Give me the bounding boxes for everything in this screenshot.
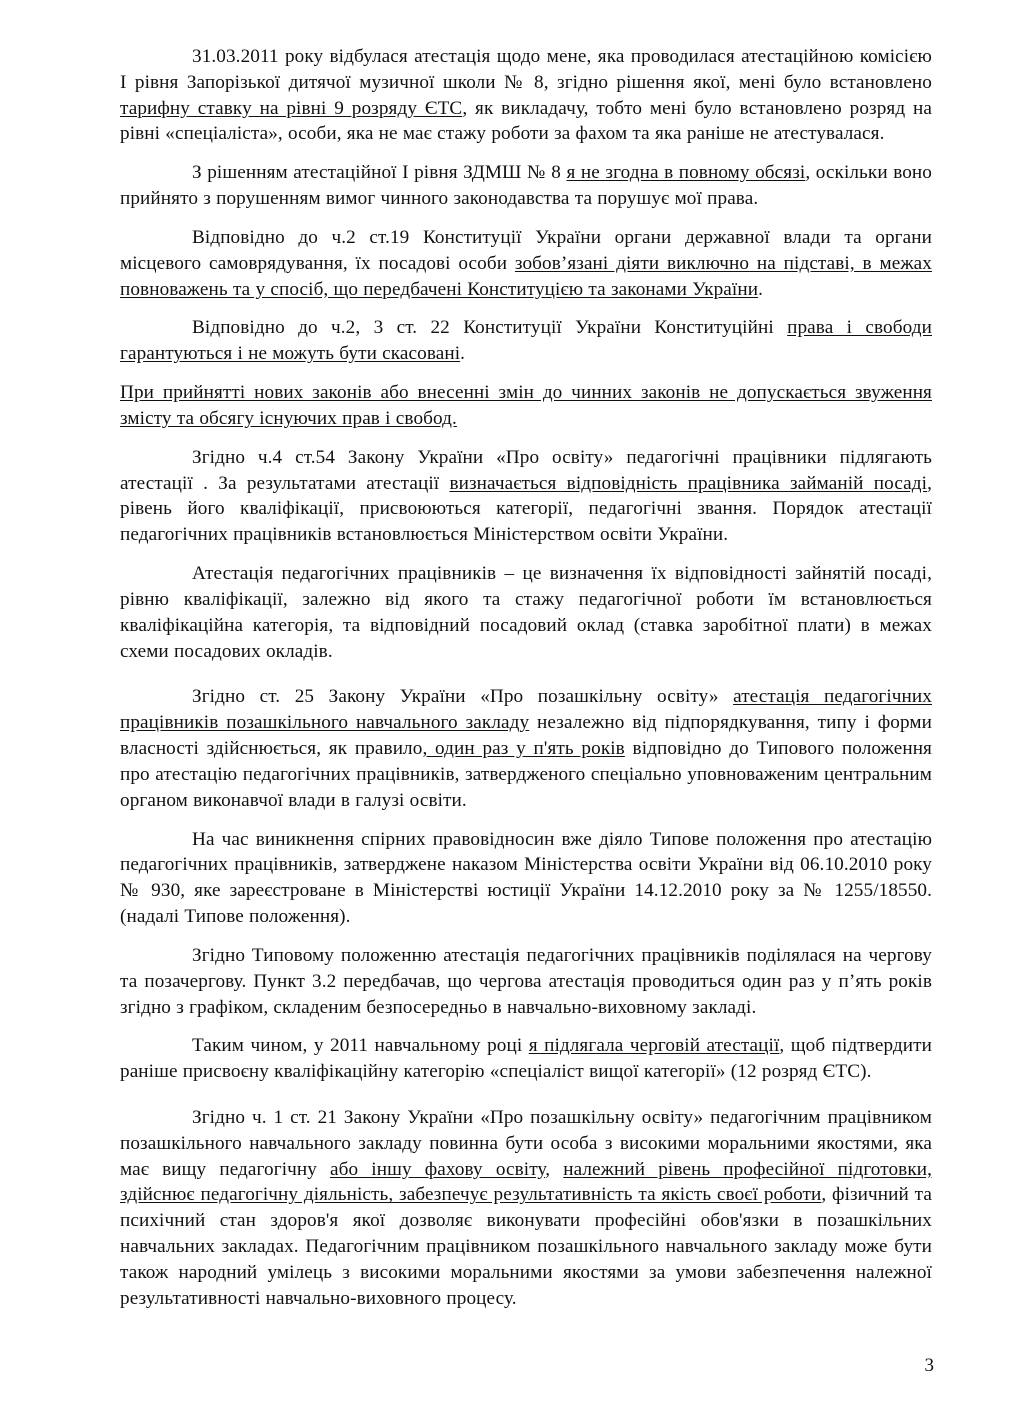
paragraph — [120, 1033, 932, 1085]
plain-text: відповідно до Типового положення про атестацію педагогічних працівників, затвердженого спеціально уповноваженим центральним органом виконавчої влади в галузі освіти. — [120, 738, 932, 811]
document-body — [120, 44, 932, 1312]
plain-text: З рішенням атестаційної І рівня ЗДМШ № 8 — [192, 162, 567, 184]
plain-text: Згідно ст. 25 Закону України «Про позашкільну освіту» — [192, 686, 734, 708]
plain-text: Згідно Типовому положенню атестація педагогічних працівників поділялася на чергову та позачергову. Пункт 3.2 передбачав, що чергова атестація проводиться один раз у п’ять років згідно з графіком, складеним безпосередньо в навчально-виховному закладі. — [120, 944, 932, 1018]
underlined-text: , один раз у п'ять років — [422, 738, 625, 760]
paragraph — [120, 225, 932, 302]
underlined-text: зобов’язані діяти виключно на підставі, в межах повноважень та у спосіб, що передбачені Конституцією та законами України — [120, 252, 932, 300]
paragraph — [120, 1105, 932, 1312]
plain-text: , щоб підтвердити раніше присвоєну кваліфікаційну категорію «спеціаліст вищої категорії» (12 розряд ЄТС). — [120, 1035, 932, 1083]
underlined-text: тарифну ставку на рівні 9 розряду ЄТС — [120, 97, 463, 119]
underlined-text: права і свободи гарантуються і не можуть бути скасовані — [120, 317, 932, 365]
plain-text: незалежно від підпорядкування, типу і форми власності здійснюється, як правило — [120, 712, 933, 760]
plain-text: Атестація педагогічних працівників – це визначення їх відповідності зайнятій посаді, рівню кваліфікації, залежно від якого та стажу педагогічної роботи їм встановлюється кваліфікаційна категорія, та відповідний посадовий оклад (ставка заробітної плати) в межах схеми посадових окладів. — [120, 563, 932, 662]
plain-text: На час виникнення спірних правовідносин вже діяло Типове положення про атестацію педагогічних працівників, затверджене наказом Міністерства освіти України від 06.10.2010 року № 930, яке зареєстроване в Міністерстві юстиції України 14.12.2010 року за № 1255/18550. (надалі Типове положення). — [120, 828, 932, 928]
underlined-text: визначається відповідність працівника займаній посаді — [449, 472, 928, 494]
underlined-text: При прийнятті нових законів або внесенні змін до чинних законів не допускається звуження змісту та обсягу існуючих прав і свобод. — [120, 382, 932, 429]
paragraph — [120, 445, 932, 548]
plain-text: Відповідно до ч.2, 3 ст. 22 Конституції України Конституційні — [192, 317, 788, 339]
paragraph — [120, 44, 932, 147]
plain-text: , фізичний та психічний стан здоров'я якої дозволяє виконувати професійні обов'язки в позашкільних навчальних закладах. Педагогічним працівником позашкільного навчального закладу може бути також народний умілець з високими моральними якостями за умови забезпечення належної результативності навчально-виховного процесу. — [120, 1184, 933, 1309]
plain-text: , оскільки воно прийнято з порушенням вимог чинного законодавства та порушує мої права. — [120, 162, 932, 210]
page-number: 3 — [924, 1355, 934, 1376]
paragraph — [120, 380, 932, 432]
plain-text: Відповідно до ч.2 ст.19 Конституції України органи державної влади та органи місцевого самоврядування, їх посадові особи — [120, 226, 932, 274]
plain-text: Таким чином, у 2011 навчальному році — [192, 1035, 529, 1057]
paragraph — [120, 684, 932, 813]
plain-text: 31.03.2011 року відбулася атестація щодо мене, яка проводилася атестаційною комісією І рівня Запорізької дитячої музичної школи № 8, згідно рішення якої, мені було встановлено — [120, 46, 932, 93]
plain-text: . — [460, 343, 466, 365]
underlined-text: я підлягала черговій атестації — [528, 1035, 780, 1057]
plain-text: . — [758, 278, 763, 300]
paragraph — [120, 315, 932, 367]
plain-text: , як викладачу, тобто мені було встановлено розряд на рівні «спеціаліста», особи, яка не має стажу роботи за фахом та яка раніше не атестувалася. — [120, 97, 932, 145]
paragraph — [120, 561, 932, 664]
plain-text: Згідно ч. 1 ст. 21 Закону України «Про позашкільну освіту» педагогічним працівником позашкільного навчального закладу повинна бути особа з високими моральними якостями, яка має вищу педагогічну — [120, 1106, 932, 1180]
plain-text: Згідно ч.4 ст.54 Закону України «Про освіту» педагогічні працівники підлягають атестації . За результатами атестації — [120, 446, 932, 494]
underlined-text: або іншу фахову освіту — [330, 1158, 546, 1180]
plain-text: , — [545, 1158, 564, 1180]
paragraph — [120, 827, 932, 930]
paragraph — [120, 160, 932, 212]
paragraph — [120, 943, 932, 1020]
underlined-text: належний рівень професійної підготовки, здійснює педагогічну діяльність, забезпечує результативність та якість своєї роботи — [120, 1158, 933, 1206]
underlined-text: атестація педагогічних працівників позашкільного навчального закладу — [120, 686, 932, 734]
underlined-text: я не згодна в повному обсязі — [566, 162, 806, 184]
plain-text: , рівень його кваліфікації, присвоюються категорії, педагогічні звання. Порядок атестації педагогічних працівників встановлюється Міністерством освіти України. — [120, 472, 932, 546]
